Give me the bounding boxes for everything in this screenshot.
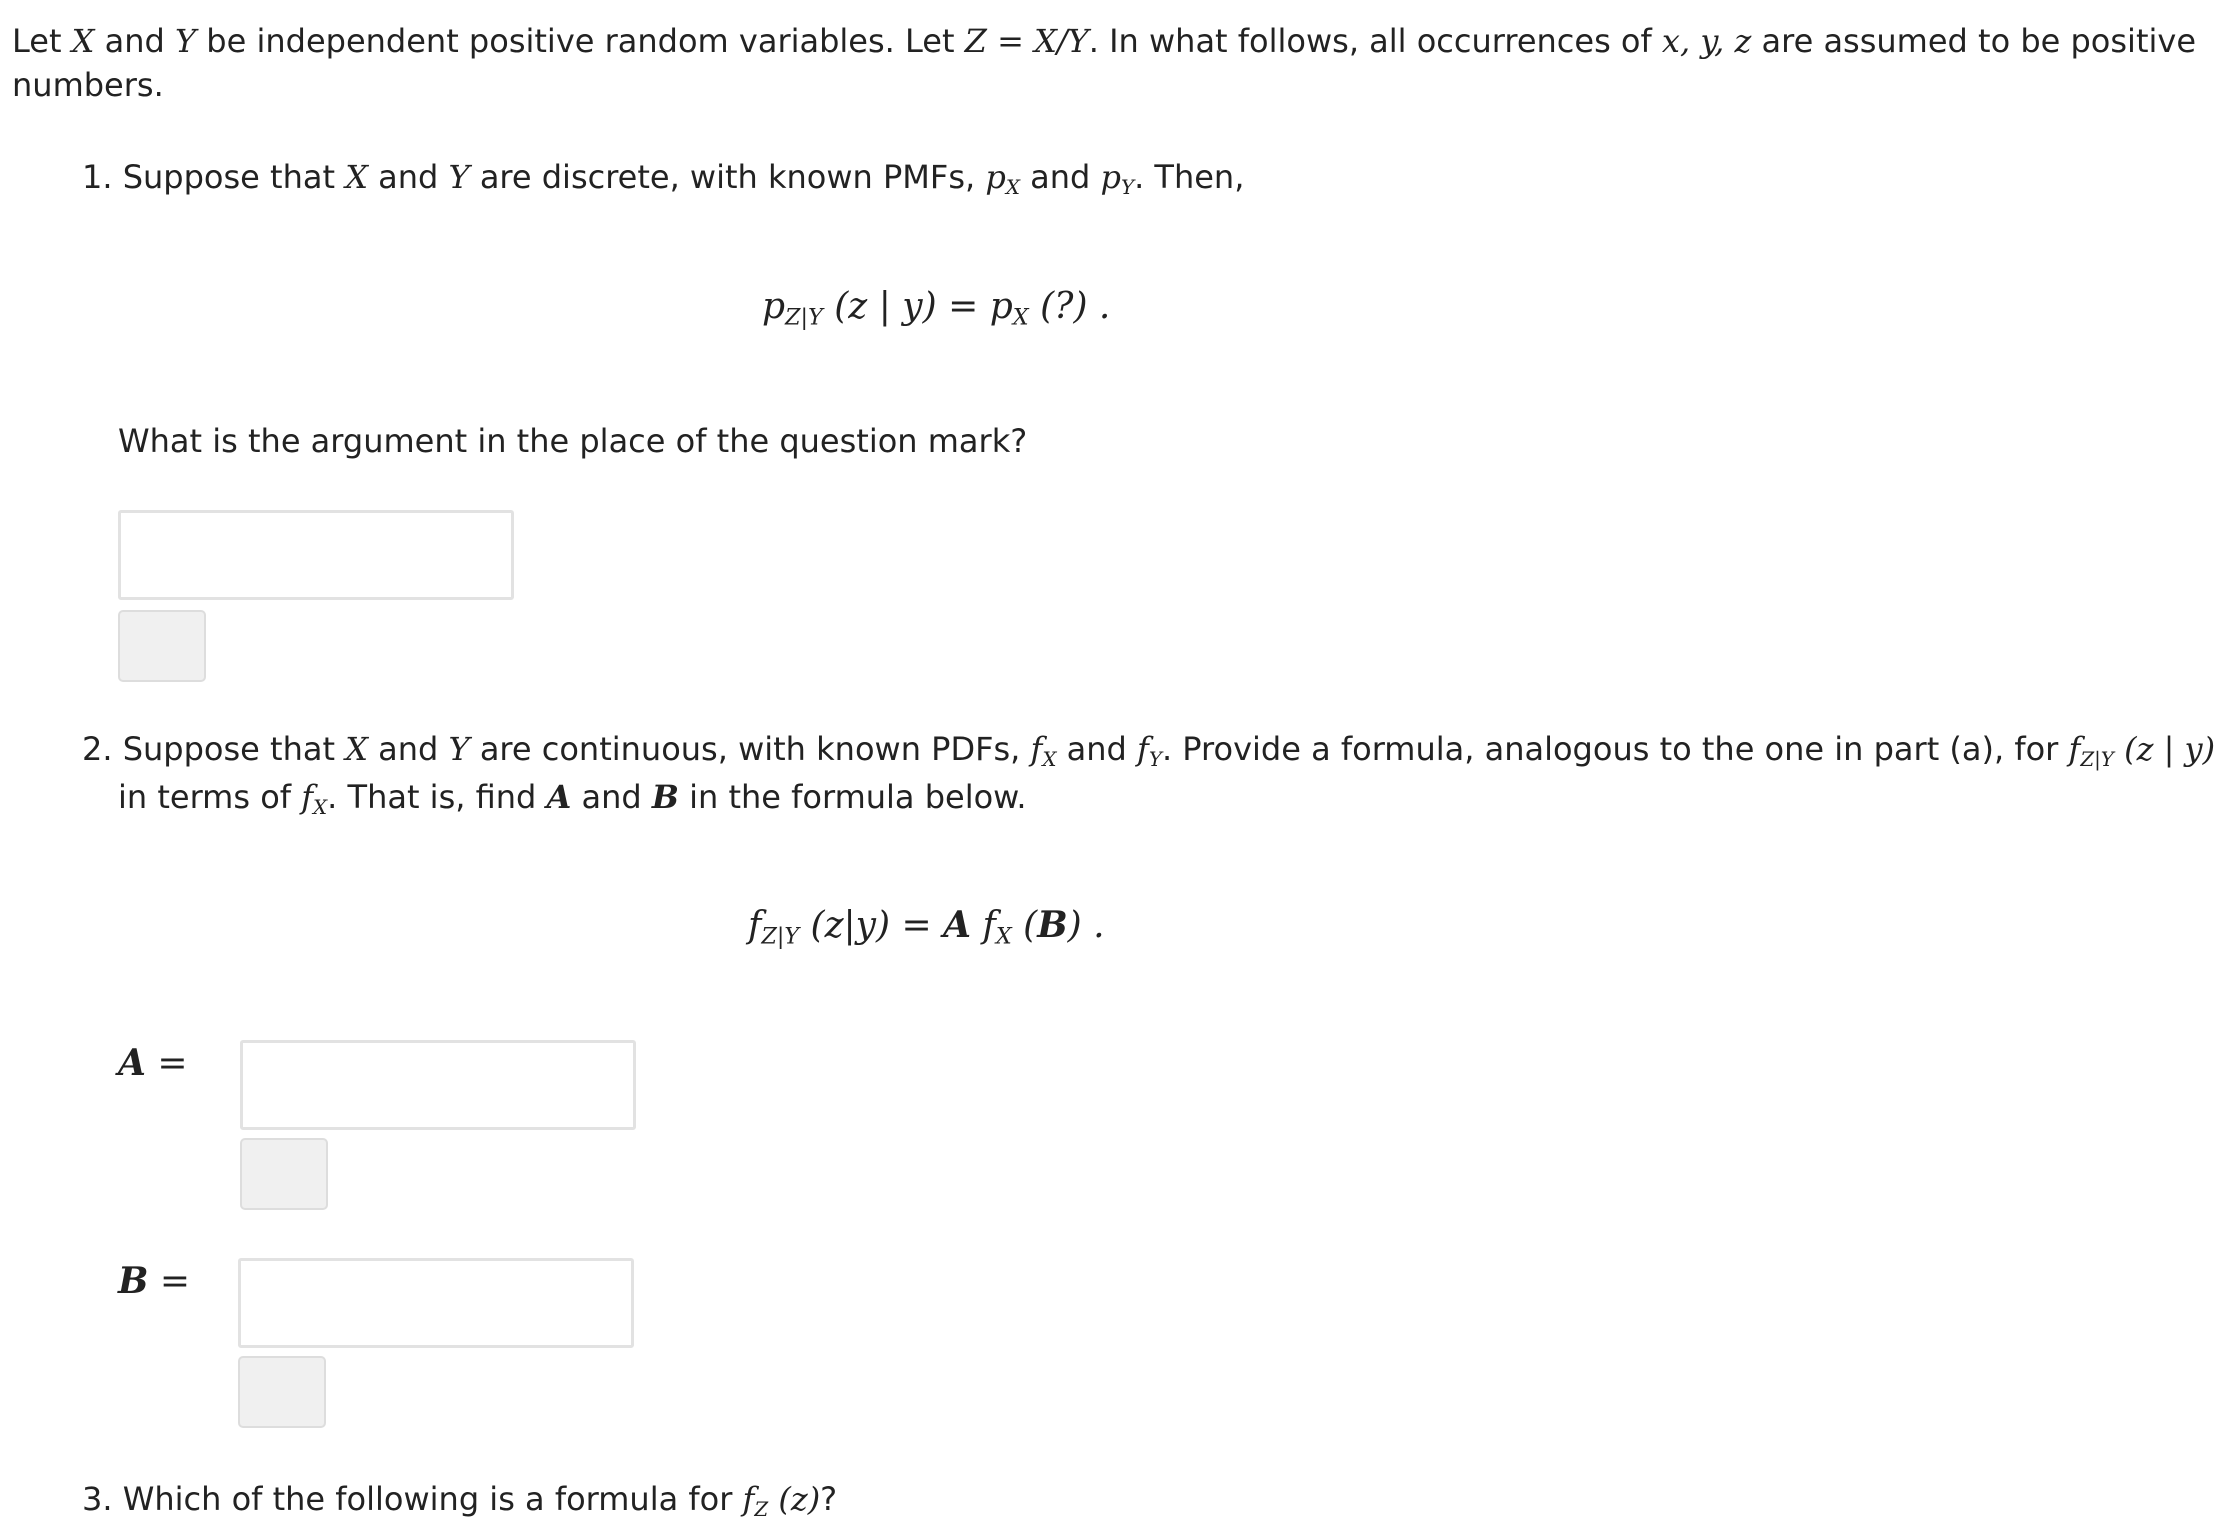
q2-equation: $f_{Z|Y}$ (z|y) = A $f_X$ (B) . bbox=[748, 904, 1105, 950]
q2-prompt-line-1: 2. Suppose that X and Y are continuous, with known PDFs, $f_X$ and $f_Y$. Provide a formula, analogous to the one in part (a), for $f_{Z|Y}$ (z | y) bbox=[82, 730, 2216, 771]
q1-equation: $p_{Z|Y}$ (z | $y) = p_X$ (?) . bbox=[762, 286, 1111, 331]
q1-prompt: 1. Suppose that X and Y are discrete, with known PMFs, $p_X$ and $p_Y$. Then, bbox=[82, 158, 1245, 199]
a-label: A = bbox=[118, 1042, 188, 1084]
q1-submit-button[interactable] bbox=[118, 610, 206, 682]
q1-question: What is the argument in the place of the question mark? bbox=[118, 422, 1028, 460]
q3-prompt: 3. Which of the following is a formula for $f_Z$ (z)? bbox=[82, 1480, 838, 1521]
intro-line-1: Let X and Y be independent positive random variables. Let Z = X/Y. In what follows, all occurrences of x, y, z are assumed to be positive bbox=[12, 22, 2196, 60]
a-submit-button[interactable] bbox=[240, 1138, 328, 1210]
q2-prompt-line-2: in terms of $f_X$. That is, find A and B in the formula below. bbox=[118, 778, 1027, 819]
intro-line-2: numbers. bbox=[12, 66, 164, 104]
b-answer-input[interactable] bbox=[238, 1258, 634, 1348]
q1-answer-input[interactable] bbox=[118, 510, 514, 600]
a-answer-input[interactable] bbox=[240, 1040, 636, 1130]
b-label: B = bbox=[118, 1260, 191, 1302]
b-submit-button[interactable] bbox=[238, 1356, 326, 1428]
z-definition: Z = X/Y bbox=[964, 22, 1089, 60]
